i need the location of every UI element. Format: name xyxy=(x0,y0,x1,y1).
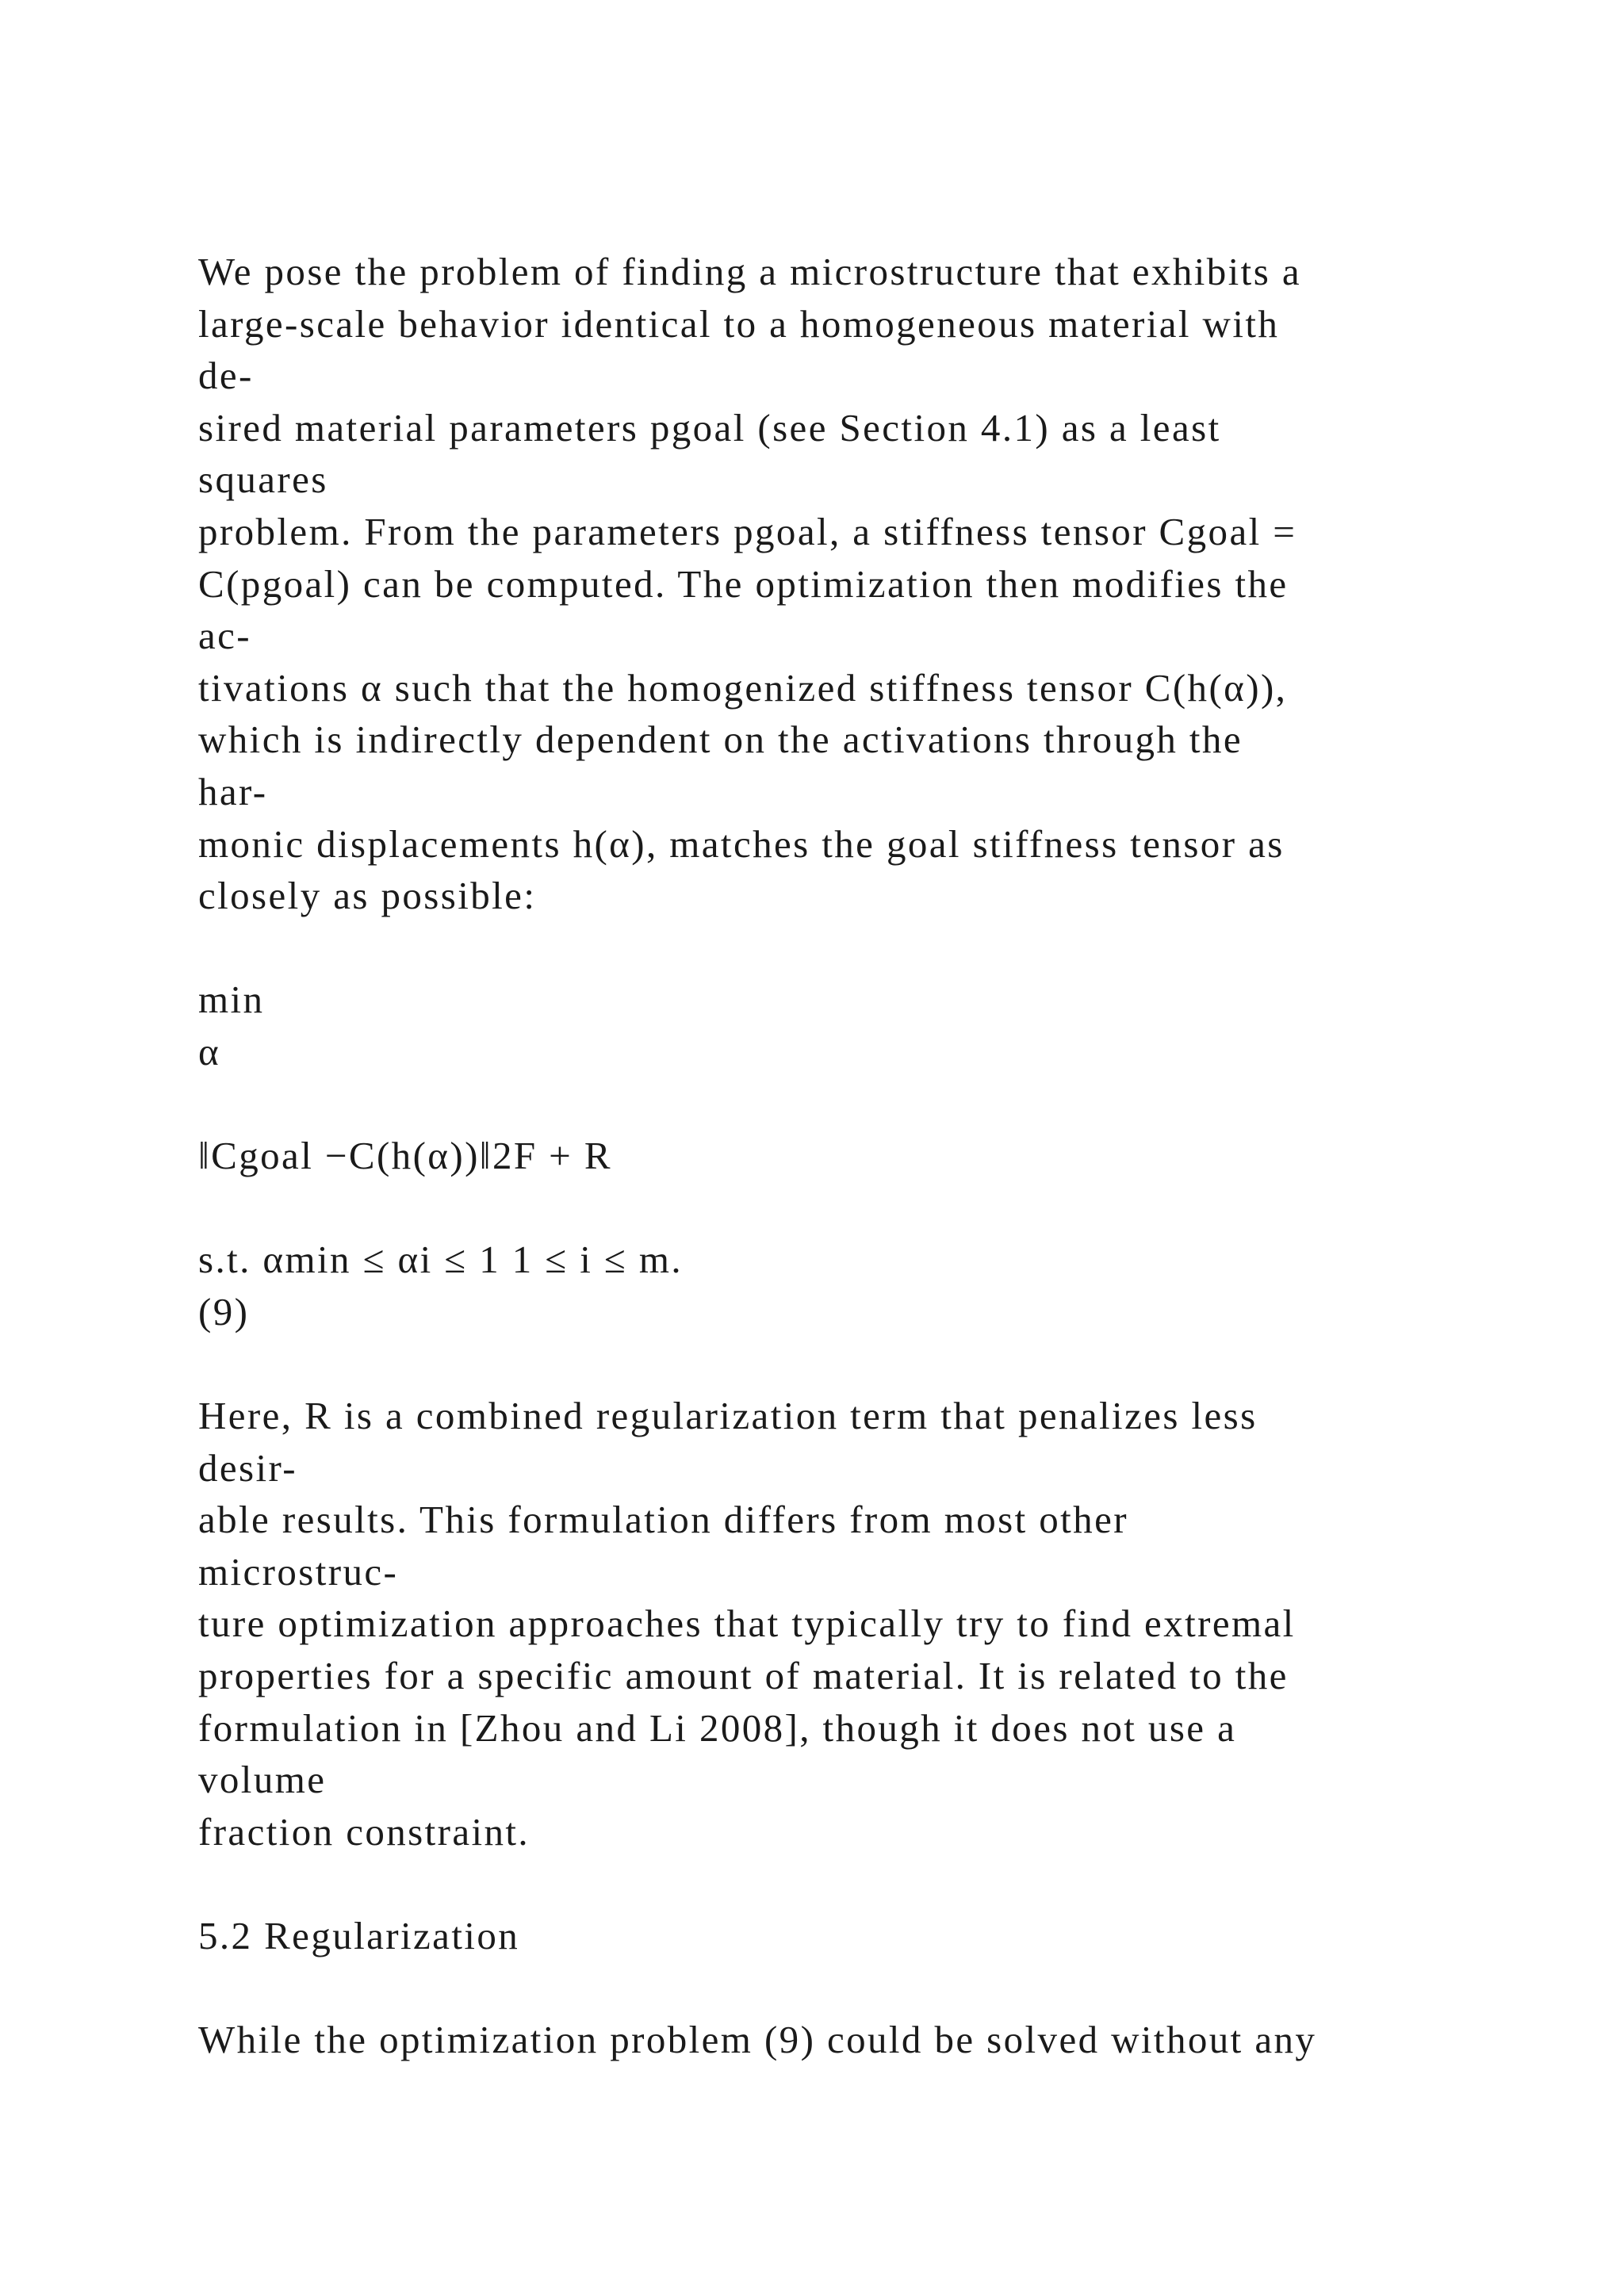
blank-line xyxy=(198,1337,1483,1390)
text-line: Here, R is a combined regularization term that penalizes less xyxy=(198,1394,1258,1438)
text-line: ac- xyxy=(198,614,252,658)
text-line: desir- xyxy=(198,1445,297,1490)
text-line: C(pgoal) can be computed. The optimization then modifies the xyxy=(198,561,1289,606)
equation-constraint: s.t. αmin ≤ αi ≤ 1 1 ≤ i ≤ m. xyxy=(198,1238,684,1282)
section-heading: 5.2 Regularization xyxy=(198,1914,520,1957)
equation-number: (9) xyxy=(198,1289,250,1334)
text-line: large-scale behavior identical to a homogeneous material with xyxy=(198,301,1280,346)
text-line: We pose the problem of finding a microstructure that exhibits a xyxy=(198,250,1301,293)
text-line: volume xyxy=(198,1758,327,1802)
text-line: properties for a specific amount of material. It is related to the xyxy=(198,1654,1289,1698)
text-line: problem. From the parameters pgoal, a stiffness tensor Cgoal = xyxy=(198,509,1297,553)
text-line: tivations α such that the homogenized stiffness tensor C(h(α)), xyxy=(198,665,1288,710)
equation-operator: min xyxy=(198,978,265,1022)
text-line: sired material parameters pgoal (see Section 4.1) as a least xyxy=(198,405,1221,450)
text-line: monic displacements h(α), matches the goal stiffness tensor as xyxy=(198,821,1285,866)
blank-line xyxy=(198,1962,1483,2015)
document-body xyxy=(198,246,1483,2066)
blank-line xyxy=(198,1078,1483,1131)
text-line: squares xyxy=(198,457,328,502)
text-line: formulation in [Zhou and Li 2008], though it does not use a xyxy=(198,1705,1237,1750)
text-line: While the optimization problem (9) could be solved without any xyxy=(198,2018,1317,2062)
text-line: which is indirectly dependent on the activations through the xyxy=(198,718,1243,762)
text-line: fraction constraint. xyxy=(198,1809,530,1854)
equation-subscript: α xyxy=(198,1029,221,1073)
blank-line xyxy=(198,1182,1483,1234)
text-line: de- xyxy=(198,354,254,398)
text-line: microstruc- xyxy=(198,1549,399,1594)
text-line: ture optimization approaches that typically try to find extremal xyxy=(198,1601,1296,1646)
text-line: closely as possible: xyxy=(198,874,537,918)
text-line: har- xyxy=(198,769,268,813)
equation-objective: ‖Cgoal −C(h(α))‖2F + R xyxy=(198,1134,612,1178)
blank-line xyxy=(198,1858,1483,1910)
text-line: able results. This formulation differs from most other xyxy=(198,1498,1128,1542)
blank-line xyxy=(198,922,1483,974)
